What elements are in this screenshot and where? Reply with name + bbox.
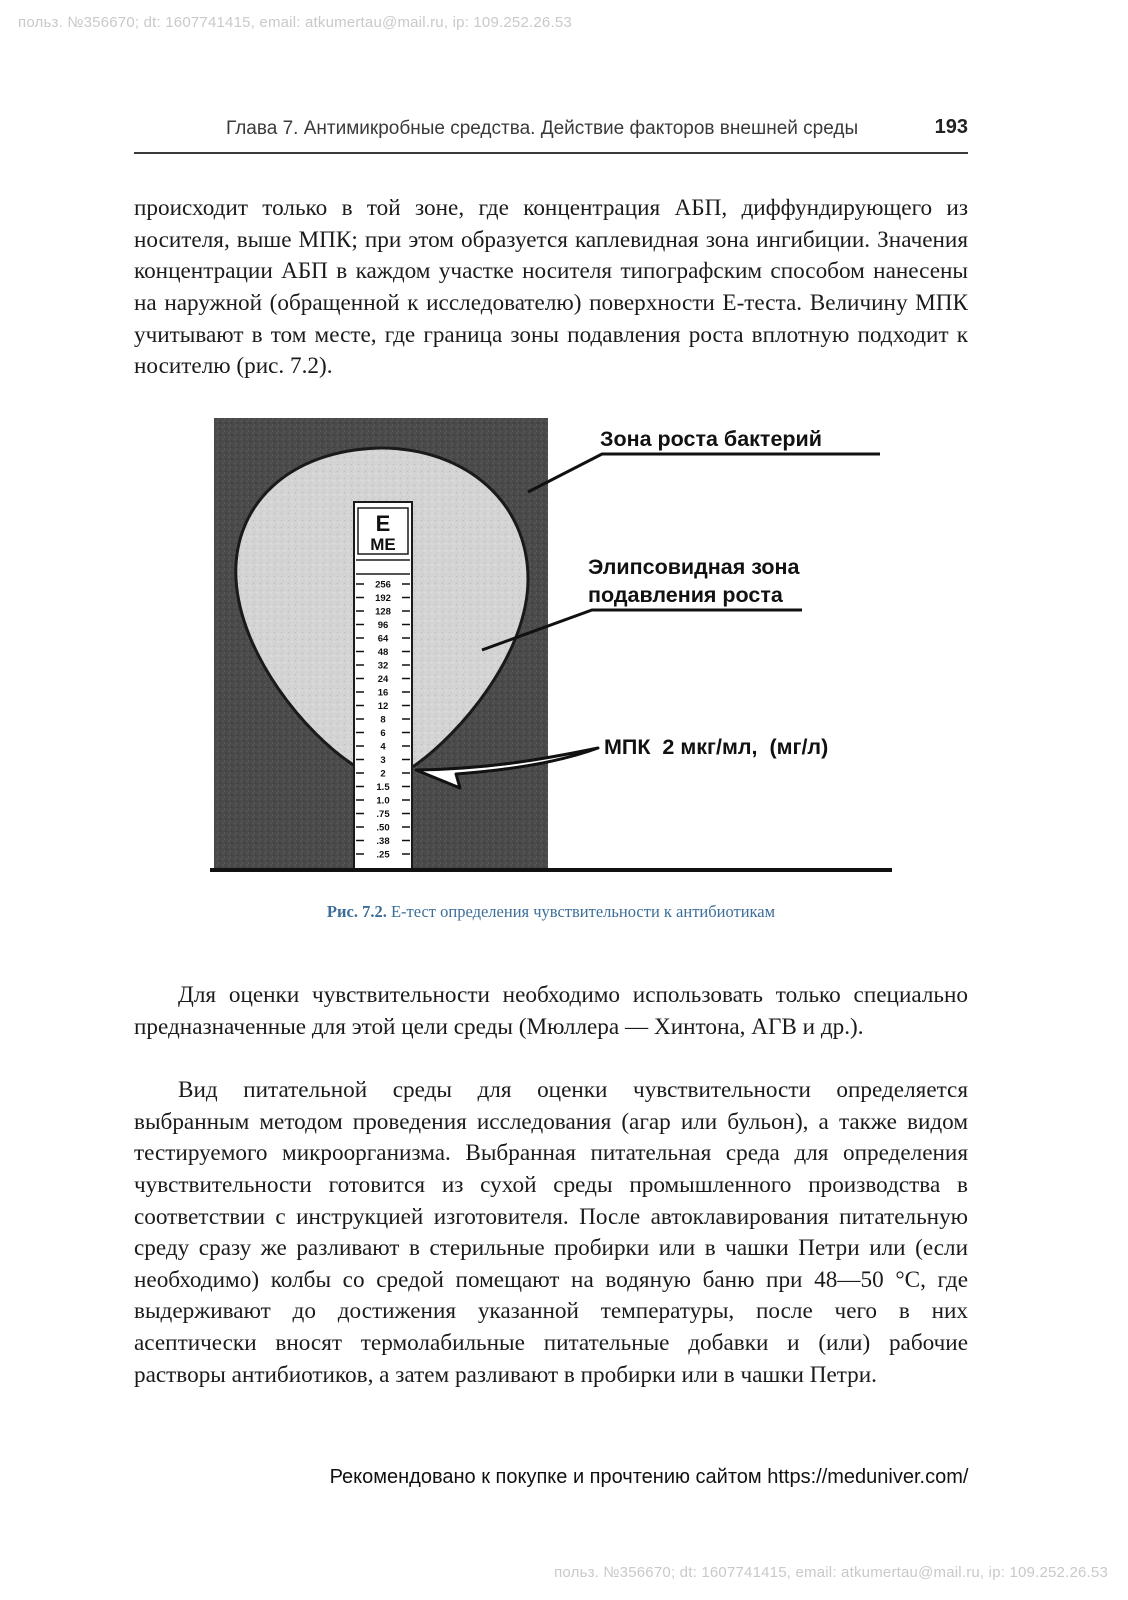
scale-value: 1.5 bbox=[376, 782, 390, 793]
label-mic: МПК 2 мкг/мл, (мг/л) bbox=[604, 735, 829, 759]
scale-value: 4 bbox=[380, 741, 386, 753]
scale-value: 96 bbox=[377, 620, 389, 631]
label-inhibition-zone-2: подавления роста bbox=[588, 583, 783, 607]
scale-value: 256 bbox=[375, 579, 391, 591]
leader-growth bbox=[528, 454, 880, 492]
scale-value: 2 bbox=[380, 768, 386, 780]
caption-number: Рис. 7.2. bbox=[326, 902, 387, 921]
scale-value: .25 bbox=[376, 849, 390, 861]
running-head bbox=[134, 114, 968, 154]
paragraph-1: происходит только в той зоне, где концентрация АБП, диффундирующего из носителя, выше МПК; при этом образуется каплевидная зона ингибиции. Значения концентрации АБП в каждом участке носителя типографским способом нанесены на наружной (обращенной к исследователю) поверхности Е-теста. Величину МПК учитывают в том месте, где граница зоны подавления роста вплотную подходит к носителю (рис. 7.2). bbox=[134, 195, 968, 380]
paragraph-3: Вид питательной среды для оценки чувствительности определяется выбранным методом проведения исследования (агар или бульон), а также видом тестируемого микроорганизма. Выбранная питательная среда для определения чувствительности готовится из сухой среды промышленного производства в соответствии с инструкцией изготовителя. После автоклавирования питательную среду сразу же разливают в стерильные пробирки или в чашки Петри или (если необходимо) колбы со средой помещают на водяную баню при 48—50 °С, где выдерживают до достижения указанной температуры, после чего в них асептически вносят термолабильные питательные добавки и (или) рабочие растворы антибиотиков, а затем разливают в пробирки или в чашки Петри. bbox=[134, 1077, 968, 1388]
scale-value: .75 bbox=[376, 809, 390, 820]
scale-value: 6 bbox=[380, 728, 386, 739]
scale-value: .50 bbox=[376, 822, 390, 834]
scale-value: 128 bbox=[375, 606, 391, 618]
strip-code: ME bbox=[370, 535, 396, 554]
page-number: 193 bbox=[934, 116, 968, 138]
scale-value: 192 bbox=[375, 593, 391, 604]
label-inhibition-zone-1: Элипсовидная зона bbox=[588, 555, 800, 579]
scale-value: 48 bbox=[377, 647, 389, 658]
scale-value: 64 bbox=[377, 633, 389, 645]
footer-recommendation-text: Рекомендовано к покупке и прочтению сайтом https://meduniver.com/ bbox=[329, 1466, 969, 1488]
paragraph-2: Для оценки чувствительности необходимо использовать только специально предназначенные для этой цели среды (Мюллера — Хинтона, АГВ и др.). bbox=[134, 982, 968, 1040]
footer-recommendation bbox=[0, 1466, 1128, 1489]
chapter-title: Глава 7. Антимикробные средства. Действие факторов внешней среды bbox=[226, 118, 859, 139]
strip-logo: E bbox=[375, 511, 391, 536]
scale-value: 16 bbox=[377, 687, 389, 699]
figure-etest bbox=[210, 414, 900, 876]
scale-value: 12 bbox=[377, 701, 389, 712]
scale-value: 3 bbox=[380, 755, 386, 766]
label-growth-zone: Зона роста бактерий bbox=[600, 427, 822, 451]
scale-value: .38 bbox=[376, 836, 390, 847]
scale-value: 24 bbox=[377, 674, 389, 685]
watermark-bottom: польз. №356670; dt: 1607741415, email: atkumertau@mail.ru, ip: 109.252.26.53 bbox=[554, 1564, 1108, 1581]
figure-caption bbox=[134, 902, 968, 922]
scale-value: 1.0 bbox=[376, 795, 390, 807]
scale-value: 32 bbox=[377, 660, 389, 672]
scale-value: 8 bbox=[380, 714, 386, 726]
caption-text: Е-тест определения чувствительности к антибиотикам bbox=[390, 902, 776, 921]
watermark-top: польз. №356670; dt: 1607741415, email: atkumertau@mail.ru, ip: 109.252.26.53 bbox=[18, 14, 572, 31]
